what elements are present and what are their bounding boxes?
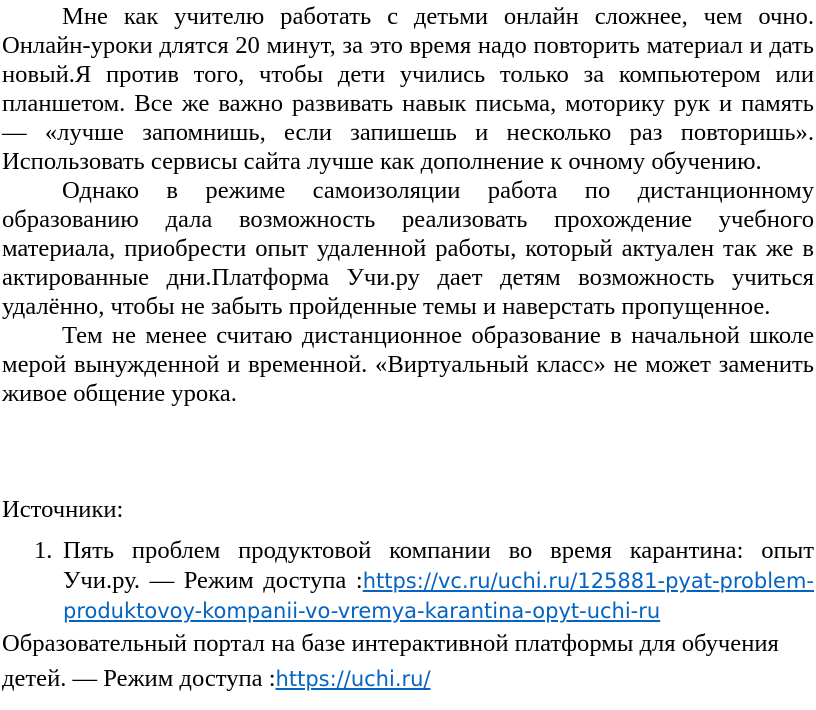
source-text: Пять проблем продуктовой компании во время карантина: опыт Учи.ру. — Режим доступа : <box>63 537 814 594</box>
source-link-1[interactable]: https://vc.ru/uchi.ru/125881-pyat-problem-produktovoy-kompanii-vo-vremya-karantina-opyt-uchi-ru <box>63 569 814 623</box>
paragraph-3: Тем не менее считаю дистанционное образование в начальной школе мерой вынужденной и временной. «Виртуальный класс» не может заменить живое общение урока. <box>2 322 814 407</box>
sources-heading: Источники: <box>2 496 124 523</box>
source-item-1 <box>2 536 814 626</box>
source-extra <box>2 626 814 697</box>
paragraph-1: Мне как учителю работать с детьми онлайн сложнее, чем очно. Онлайн-уроки длятся 20 минут, за это время надо повторить материал и дать новый.Я против того, чтобы дети учились только за компьютером или планшетом. Все же важно развивать навык письма, моторику рук и память — «лучше запомнишь, если запишешь и несколько раз повторишь». Использовать сервисы сайта лучше как дополнение к очному обучению. <box>2 3 814 175</box>
document-page <box>2 0 814 697</box>
source-link-2[interactable]: https://uchi.ru/ <box>275 667 431 691</box>
source-number: 1. <box>34 537 53 564</box>
spacer <box>2 408 814 495</box>
sources-list <box>2 536 814 626</box>
paragraph-2: Однако в режиме самоизоляции работа по дистанционному образованию дала возможность реализовать прохождение учебного материала, приобрести опыт удаленной работы, который актуален так же в актированные дни.Платформа Учи.ру дает детям возможность учиться удалённо, чтобы не забыть пройденные темы и наверстать пропущенное. <box>2 177 814 320</box>
source-extra-text: Образовательный портал на базе интерактивной платформы для обучения детей. — Режим доступа : <box>2 630 779 692</box>
